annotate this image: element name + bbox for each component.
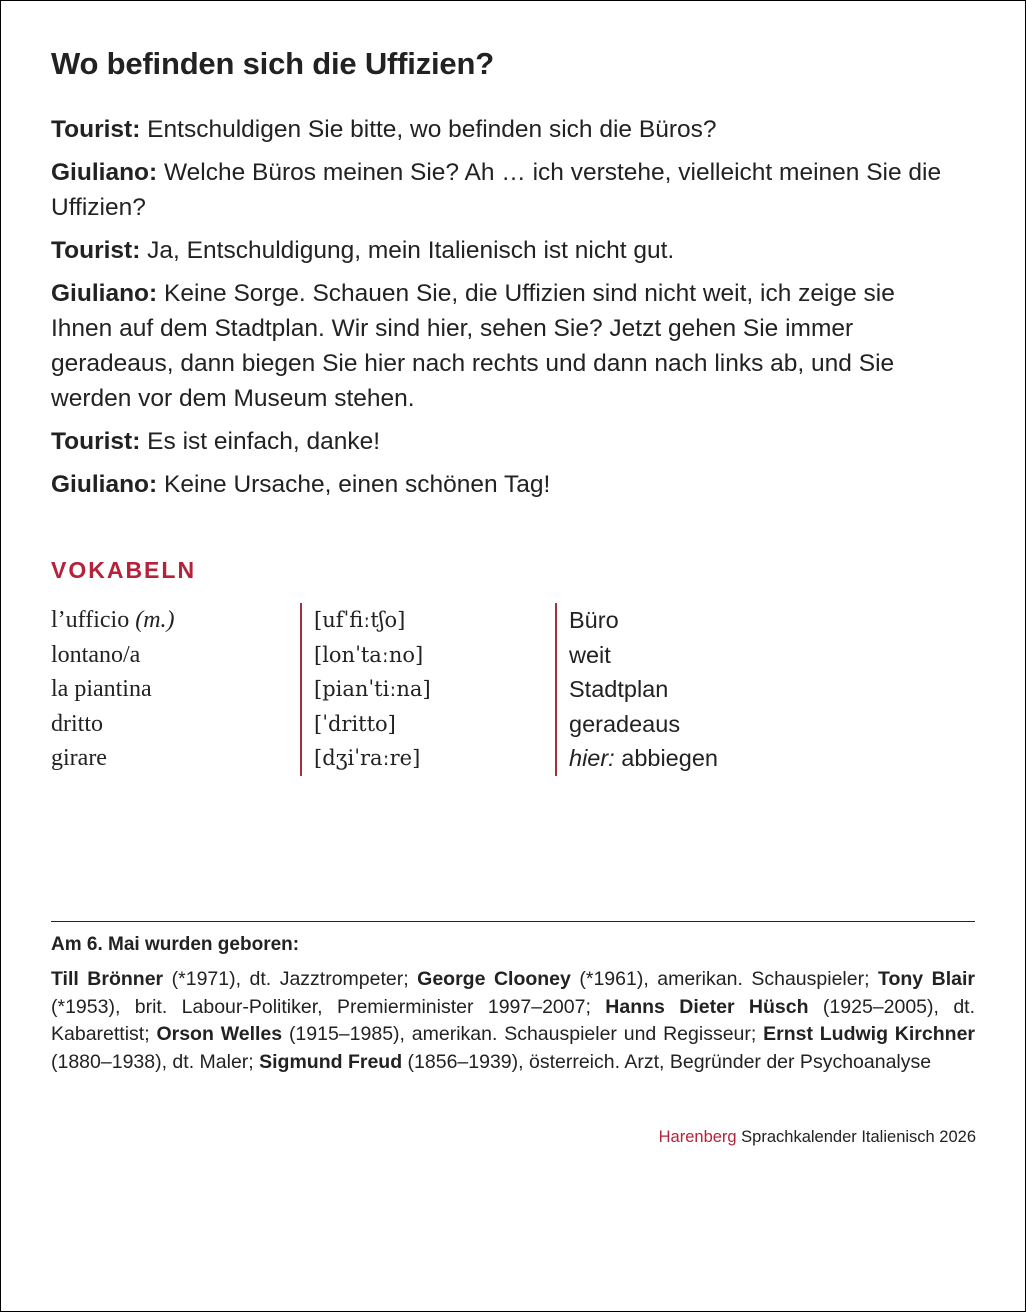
dialogue-line: [51, 467, 951, 502]
dialogue-line: [51, 233, 951, 268]
person-info: (*1971), dt. Jazztrompeter;: [163, 968, 418, 990]
dialogue-line: [51, 155, 951, 225]
vocab-column-italian: [51, 603, 300, 776]
brand-name: Harenberg: [658, 1128, 737, 1146]
vocab-word: [51, 672, 300, 707]
section-divider: [51, 921, 975, 922]
person-name: Hanns Dieter Hüsch: [605, 995, 809, 1018]
person-info: (1856–1939), österreich. Arzt, Begründer der Psychoanalyse: [402, 1051, 932, 1074]
translation-note: hier:: [569, 745, 615, 771]
footer-credit: [659, 1126, 976, 1148]
person-name: Sigmund Freud: [259, 1051, 403, 1074]
vocab-word: [51, 638, 300, 673]
person-name: Orson Welles: [156, 1023, 283, 1046]
word-text: lontano/a: [51, 641, 141, 668]
vocab-column-pronunciation: [300, 603, 555, 776]
dialogue-text: Keine Ursache, einen schönen Tag!: [157, 471, 551, 498]
vocab-ipa: [dʒiˈraːre]: [314, 746, 421, 770]
word-text: dritto: [51, 710, 103, 737]
word-text: l’ufficio: [51, 607, 136, 633]
vocab-column-german: [555, 603, 718, 776]
word-gender-note: (m.): [135, 607, 175, 633]
person-name: George Clooney: [417, 968, 571, 990]
dialogue-line: [51, 276, 951, 416]
vocab-ipa: [lonˈtaːno]: [314, 642, 424, 667]
vocab-ipa: [pianˈtiːna]: [314, 677, 431, 701]
speaker-label: Tourist:: [51, 237, 141, 264]
speaker-label: Tourist:: [51, 116, 141, 143]
birthday-heading: Am 6. Mai wurden geboren:: [51, 934, 300, 955]
person-info: (1880–1938), dt. Maler;: [51, 1051, 260, 1074]
person-info: (*1953), brit. Labour-Politiker, Premierminister 1997–2007;: [51, 995, 606, 1018]
vocab-ipa: [ufˈfiːtʃo]: [314, 608, 406, 632]
vocab-translation: geradeaus: [569, 710, 681, 737]
page-title: Wo befinden sich die Uffizien?: [51, 46, 494, 81]
speaker-label: Giuliano:: [51, 159, 158, 186]
vocab-heading: VOKABELN: [51, 557, 197, 583]
dialogue-text: Keine Sorge. Schauen Sie, die Uffizien sind nicht weit, ich zeige sie Ihnen auf dem Stadtplan. Wir sind hier, sehen Sie? Jetzt gehen Sie immer geradeaus, dann biegen Sie hier nach rechts und dann nach links ab, und Sie werden vor dem Museum stehen.: [51, 280, 895, 412]
vocab-word: [51, 603, 300, 638]
speaker-label: Giuliano:: [51, 471, 158, 498]
vocab-translation: Stadtplan: [569, 676, 669, 702]
speaker-label: Giuliano:: [51, 280, 158, 307]
vocab-word: [51, 741, 300, 776]
dialogue-text: Es ist einfach, danke!: [140, 428, 381, 455]
dialogue-text: Entschuldigen Sie bitte, wo befinden sich die Büros?: [140, 116, 717, 143]
person-name: Ernst Ludwig Kirchner: [763, 1023, 976, 1046]
vocab-translation: weit: [569, 641, 611, 668]
dialogue-text: Welche Büros meinen Sie? Ah … ich verstehe, vielleicht meinen Sie die Uffizien?: [51, 159, 942, 221]
vocab-translation: [569, 741, 718, 776]
dialogue-line: [51, 112, 951, 147]
dialogue-text: Ja, Entschuldigung, mein Italienisch ist nicht gut.: [140, 237, 675, 264]
person-info: (*1961), amerikan. Schauspieler;: [570, 968, 879, 990]
translation-text: abbiegen: [614, 745, 718, 771]
vocab-table: [51, 603, 718, 776]
person-name: Till Brönner: [51, 968, 164, 990]
dialogue-line: [51, 424, 951, 459]
vocab-word: [51, 707, 300, 742]
person-name: Tony Blair: [878, 968, 975, 990]
person-info: (1915–1985), amerikan. Schauspieler und Regisseur;: [282, 1023, 764, 1046]
speaker-label: Tourist:: [51, 428, 141, 455]
birthday-list: [51, 966, 975, 1077]
vocab-translation: Büro: [569, 607, 619, 633]
person-info: (1925–2005), dt. Kabarettist;: [51, 995, 975, 1046]
footer-text: Sprachkalender Italienisch 2026: [736, 1128, 976, 1146]
dialogue: [51, 112, 951, 510]
vocab-ipa: [ˈdritto]: [314, 711, 396, 736]
word-text: girare: [51, 745, 107, 771]
word-text: la piantina: [51, 676, 152, 702]
